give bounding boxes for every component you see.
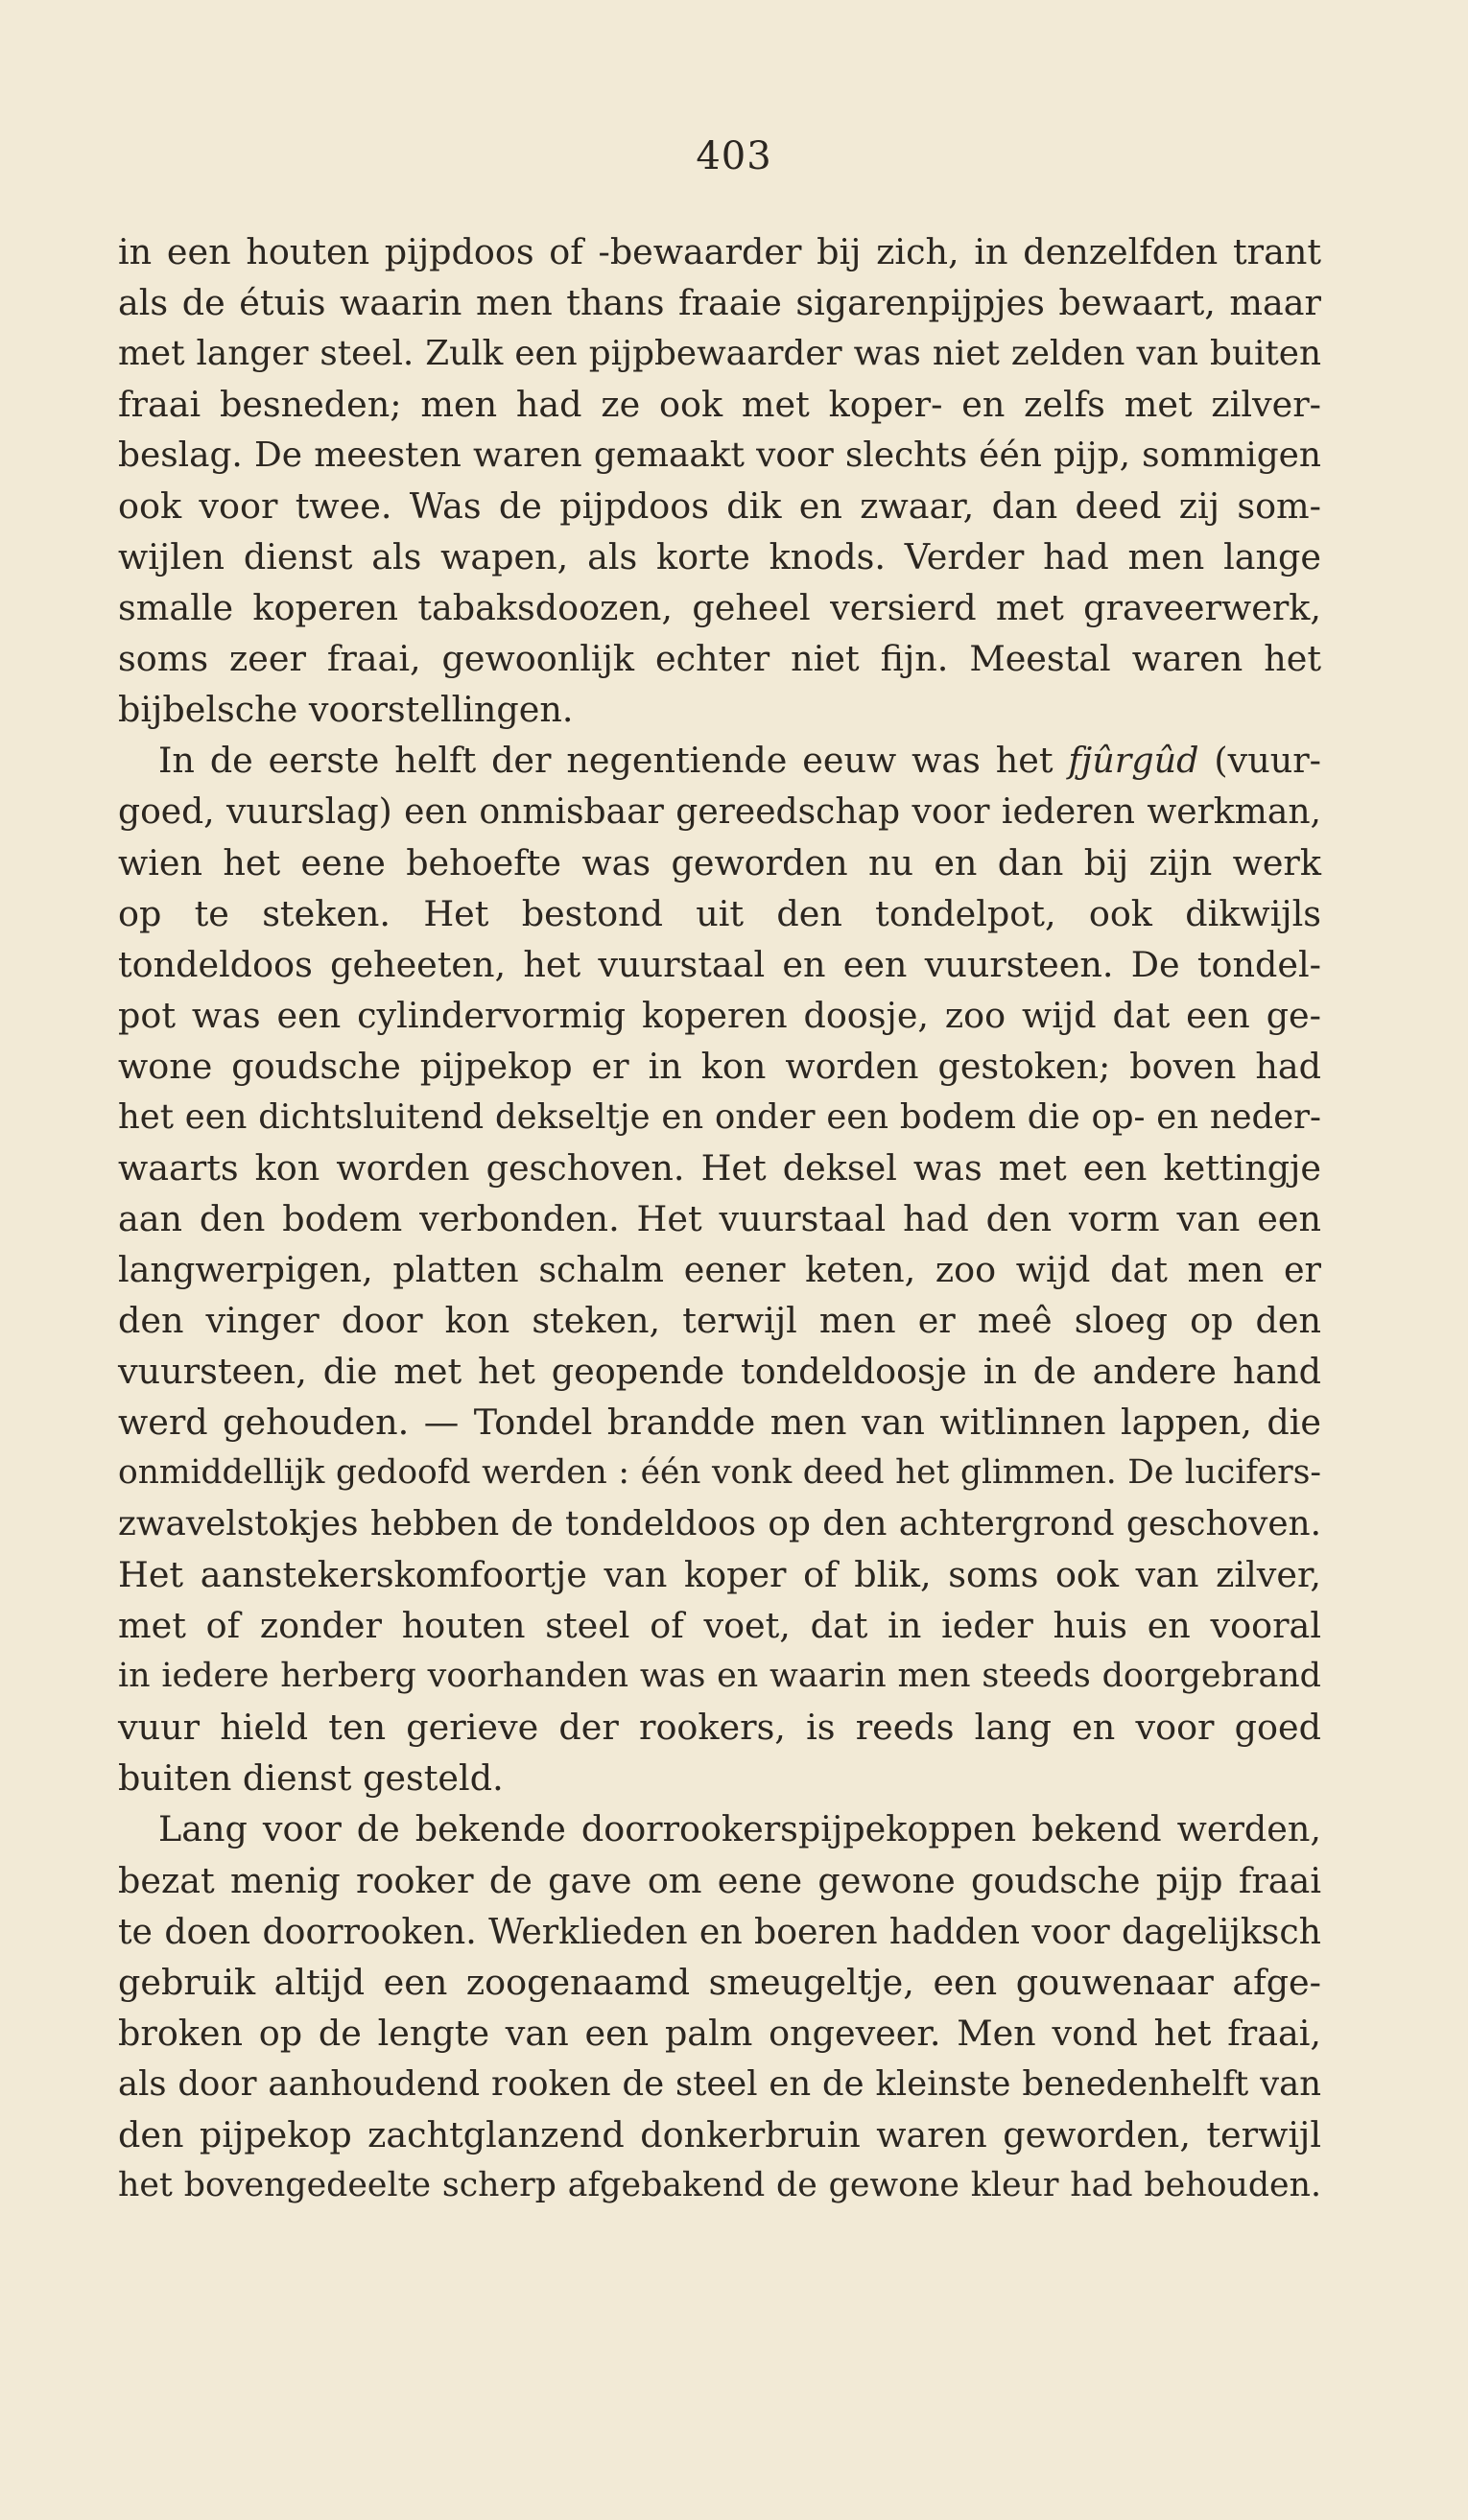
text-line: met langer steel. Zulk een pijpbewaarder was niet zelden van buiten	[118, 334, 1321, 374]
text-line: aan den bodem verbonden. Het vuurstaal had den vorm van een	[118, 1197, 1321, 1239]
text-line: bijbelsche voorstellingen.	[118, 689, 574, 731]
text-line: als door aanhoudend rooken de steel en de kleinste benedenhelft van	[118, 2063, 1321, 2104]
page-number: 403	[696, 134, 772, 178]
text-line: wone goudsche pijpekop er in kon worden gestoken; boven had	[118, 1045, 1321, 1087]
text-line: wien het eene behoefte was geworden nu en dan bij zijn werk	[118, 841, 1321, 883]
text-line: smalle koperen tabaksdoozen, geheel versierd met graveerwerk,	[118, 587, 1321, 629]
text-line: als de étuis waarin men thans fraaie sigarenpijpjes bewaart, maar	[118, 282, 1321, 324]
text-line: den pijpekop zachtglanzend donkerbruin waren geworden, terwijl	[118, 2113, 1321, 2155]
text-line: Het aanstekerskomfoortje van koper of blik, soms ook van zilver,	[118, 1554, 1321, 1596]
text-line: soms zeer fraai, gewoonlijk echter niet fijn. Meestal waren het	[118, 638, 1321, 680]
text-line: fraai besneden; men had ze ook met koper- en zelfs met zilver-	[118, 384, 1321, 426]
text-line: beslag. De meesten waren gemaakt voor slechts één pijp, sommigen	[118, 436, 1321, 476]
text-line: op te steken. Het bestond uit den tondelpot, ook dikwijls	[118, 892, 1321, 934]
text-line: het een dichtsluitend dekseltje en onder een bodem die op- en neder-	[118, 1096, 1321, 1137]
text-line: onmiddellijk gedoofd werden : één vonk deed het glimmen. De lucifers-	[118, 1453, 1321, 1493]
text-line: wijlen dienst als wapen, als korte knods. Verder had men lange	[118, 536, 1321, 578]
italic-term: fjûrgûd	[1068, 740, 1199, 782]
text-line: het bovengedeelte scherp afgebakend de gewone kleur had behouden.	[118, 2165, 1321, 2204]
text-line: goed, vuurslag) een onmisbaar gereedschap voor iederen werkman,	[118, 790, 1321, 832]
text-segment: In de eerste helft der negentiende eeuw was het	[158, 740, 1069, 782]
text-line: te doen doorrooken. Werklieden en boeren hadden voor dagelijksch	[118, 1910, 1321, 1952]
text-line: vuursteen, die met het geopende tondeldoosje in de andere hand	[118, 1351, 1321, 1393]
text-line: tondeldoos geheeten, het vuurstaal en een vuursteen. De tondel-	[118, 943, 1321, 985]
text-line: langwerpigen, platten schalm eener keten, zoo wijd dat men er	[118, 1248, 1321, 1290]
text-line: pot was een cylindervormig koperen doosje, zoo wijd dat een ge-	[118, 994, 1321, 1036]
text-line: bezat menig rooker de gave om eene gewone goudsche pijp fraai	[118, 1859, 1321, 1901]
body-text	[118, 226, 1321, 2211]
text-line: in een houten pijpdoos of -bewaarder bij zich, in denzelfden trant	[118, 231, 1321, 272]
text-line: zwavelstokjes hebben de tondeldoos op den achtergrond geschoven.	[118, 1504, 1321, 1544]
text-segment: (vuur-	[1198, 740, 1322, 782]
text-line: met of zonder houten steel of voet, dat in ieder huis en vooral	[118, 1605, 1321, 1647]
text-line: buiten dienst gesteld.	[118, 1757, 504, 1800]
text-line-with-italic	[118, 735, 1321, 786]
text-line: werd gehouden. — Tondel brandde men van witlinnen lappen, die	[118, 1401, 1321, 1444]
text-line: in iedere herberg voorhanden was en waarin men steeds doorgebrand	[118, 1657, 1321, 1696]
text-line: Lang voor de bekende doorrookerspijpekoppen bekend werden,	[158, 1808, 1321, 1850]
text-line: vuur hield ten gerieve der rookers, is reeds lang en voor goed	[118, 1707, 1321, 1749]
text-line: gebruik altijd een zoogenaamd smeugeltje, een gouwenaar afge-	[118, 1961, 1321, 2003]
text-line: ook voor twee. Was de pijpdoos dik en zwaar, dan deed zij som-	[118, 485, 1321, 528]
text-line: waarts kon worden geschoven. Het deksel was met een kettingje	[118, 1146, 1321, 1189]
text-line: broken op de lengte van een palm ongeveer. Men vond het fraai,	[118, 2012, 1321, 2054]
text-line: den vinger door kon steken, terwijl men er meê sloeg op den	[118, 1299, 1321, 1341]
